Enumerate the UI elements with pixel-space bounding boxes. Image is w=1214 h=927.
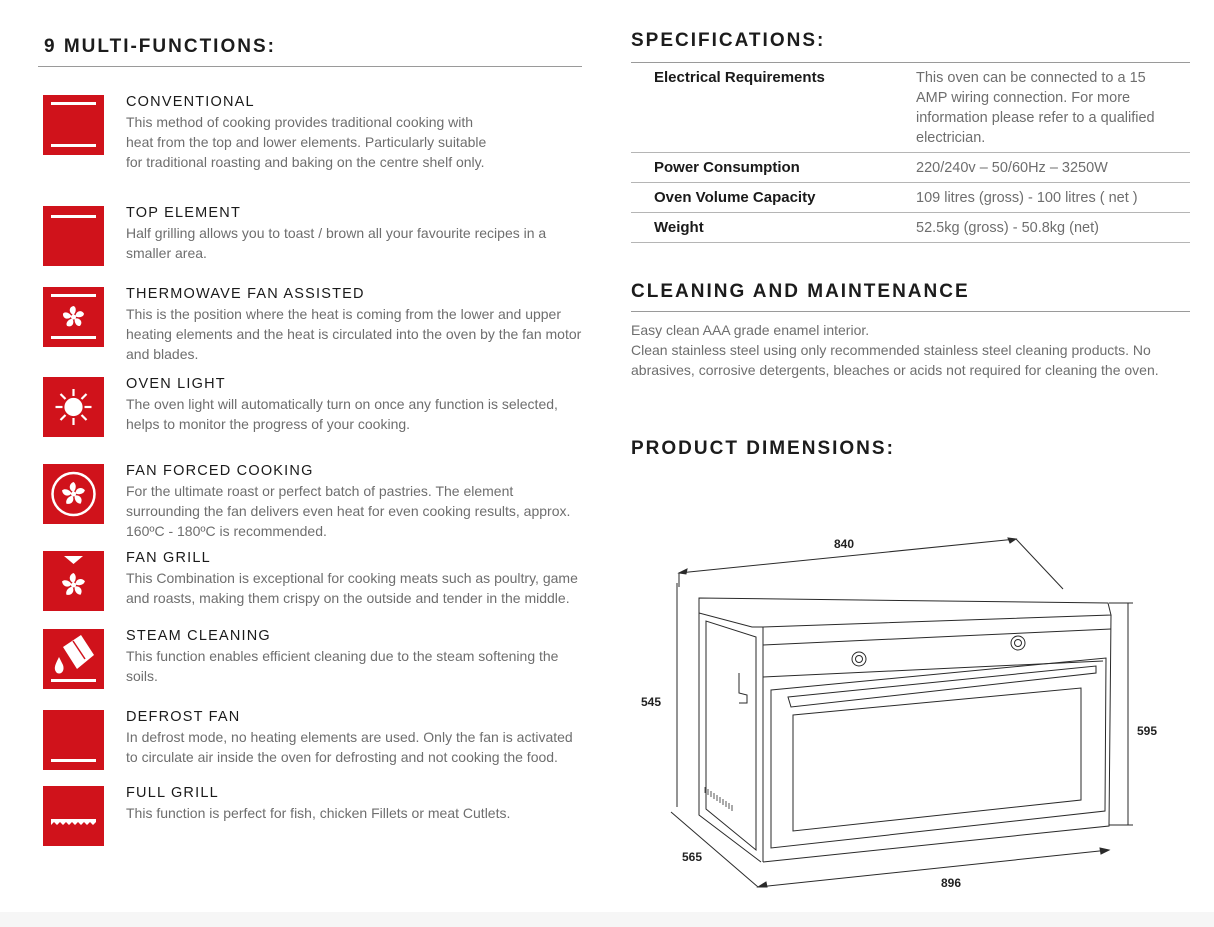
function-description: This function is perfect for fish, chicken Fillets or meat Cutlets. <box>126 805 511 821</box>
function-name: STEAM CLEANING <box>126 628 271 644</box>
fan-ring-icon <box>43 464 104 524</box>
cleaning-line-2: Clean stainless steel using only recommended stainless steel cleaning products. No abrasives, corrosive detergents, bleaches or acids not required for cleaning the oven. <box>631 342 1159 378</box>
spec-value: 220/240v – 50/60Hz – 3250W <box>916 160 1108 176</box>
cleaning-text <box>631 320 1190 380</box>
cleaning-line-1: Easy clean AAA grade enamel interior. <box>631 322 870 338</box>
function-name: CONVENTIONAL <box>126 94 255 110</box>
dimension-height-left: 545 <box>641 695 662 709</box>
fan-grill-icon <box>43 551 104 611</box>
function-description: In defrost mode, no heating elements are used. Only the fan is activated to circulate air inside the oven for defrosting and not cooking the food. <box>126 729 573 765</box>
spec-row-weight <box>631 213 1190 243</box>
page-bottom-band <box>0 912 1214 927</box>
right-column <box>631 30 1190 460</box>
function-description: Half grilling allows you to toast / brown all your favourite recipes in a smaller area. <box>126 225 547 261</box>
function-name: DEFROST FAN <box>126 709 241 725</box>
function-name: FAN GRILL <box>126 550 211 566</box>
spec-label: Oven Volume Capacity <box>654 189 816 206</box>
function-name: TOP ELEMENT <box>126 205 241 221</box>
functions-section <box>38 36 582 67</box>
specifications-title: SPECIFICATIONS: <box>631 30 1190 63</box>
functions-title: 9 MULTI-FUNCTIONS: <box>38 36 582 67</box>
dimension-height-right: 595 <box>1137 724 1158 738</box>
function-description: For the ultimate roast or perfect batch of pastries. The element surrounding the fan delivers even heat for even cooking results, approx. 160ºC - 180ºC is recommended. <box>126 483 571 539</box>
oven-dimension-diagram <box>631 525 1171 900</box>
spec-row-power <box>631 153 1190 183</box>
cleaning-title: CLEANING AND MAINTENANCE <box>631 281 1190 312</box>
spec-label: Weight <box>654 219 704 236</box>
spec-label: Power Consumption <box>654 159 800 176</box>
dimensions-title: PRODUCT DIMENSIONS: <box>631 438 895 459</box>
full-grill-icon <box>43 786 104 846</box>
function-description: This is the position where the heat is coming from the lower and upper heating elements and the heat is circulated into the oven by the fan motor and blades. <box>126 306 582 362</box>
top-bottom-heat-icon <box>43 95 104 155</box>
oven-line-drawing <box>631 525 1171 900</box>
function-description: This Combination is exceptional for cooking meats such as poultry, game and roasts, making them crispy on the outside and tender in the middle. <box>126 570 578 606</box>
spec-value: 109 litres (gross) - 100 litres ( net ) <box>916 190 1138 206</box>
dimension-width-top: 840 <box>834 537 855 551</box>
light-bulb-icon <box>43 377 104 437</box>
function-description: This method of cooking provides traditional cooking with heat from the top and lower elements. Particularly suitable for traditional roasting and baking on the centre shelf only. <box>126 114 487 170</box>
specifications-table <box>631 63 1190 243</box>
fan-top-bottom-icon <box>43 287 104 347</box>
spec-value: 52.5kg (gross) - 50.8kg (net) <box>916 220 1099 236</box>
spec-value: This oven can be connected to a 15 AMP wiring connection. For more information please refer to a qualified electrician. <box>916 70 1155 146</box>
dimension-width-bottom: 896 <box>941 876 962 890</box>
dimension-depth: 565 <box>682 850 703 864</box>
steam-drop-icon <box>43 629 104 689</box>
function-description: This function enables efficient cleaning due to the steam softening the soils. <box>126 648 559 684</box>
function-name: FAN FORCED COOKING <box>126 463 314 479</box>
spec-row-electrical <box>631 63 1190 153</box>
function-name: OVEN LIGHT <box>126 376 226 392</box>
top-heat-icon <box>43 206 104 266</box>
function-name: FULL GRILL <box>126 785 219 801</box>
function-description: The oven light will automatically turn on once any function is selected, helps to monitor the progress of your cooking. <box>126 396 558 432</box>
spec-label: Electrical Requirements <box>654 69 825 86</box>
bottom-heat-icon <box>43 710 104 770</box>
function-name: THERMOWAVE FAN ASSISTED <box>126 286 365 302</box>
spec-row-volume <box>631 183 1190 213</box>
